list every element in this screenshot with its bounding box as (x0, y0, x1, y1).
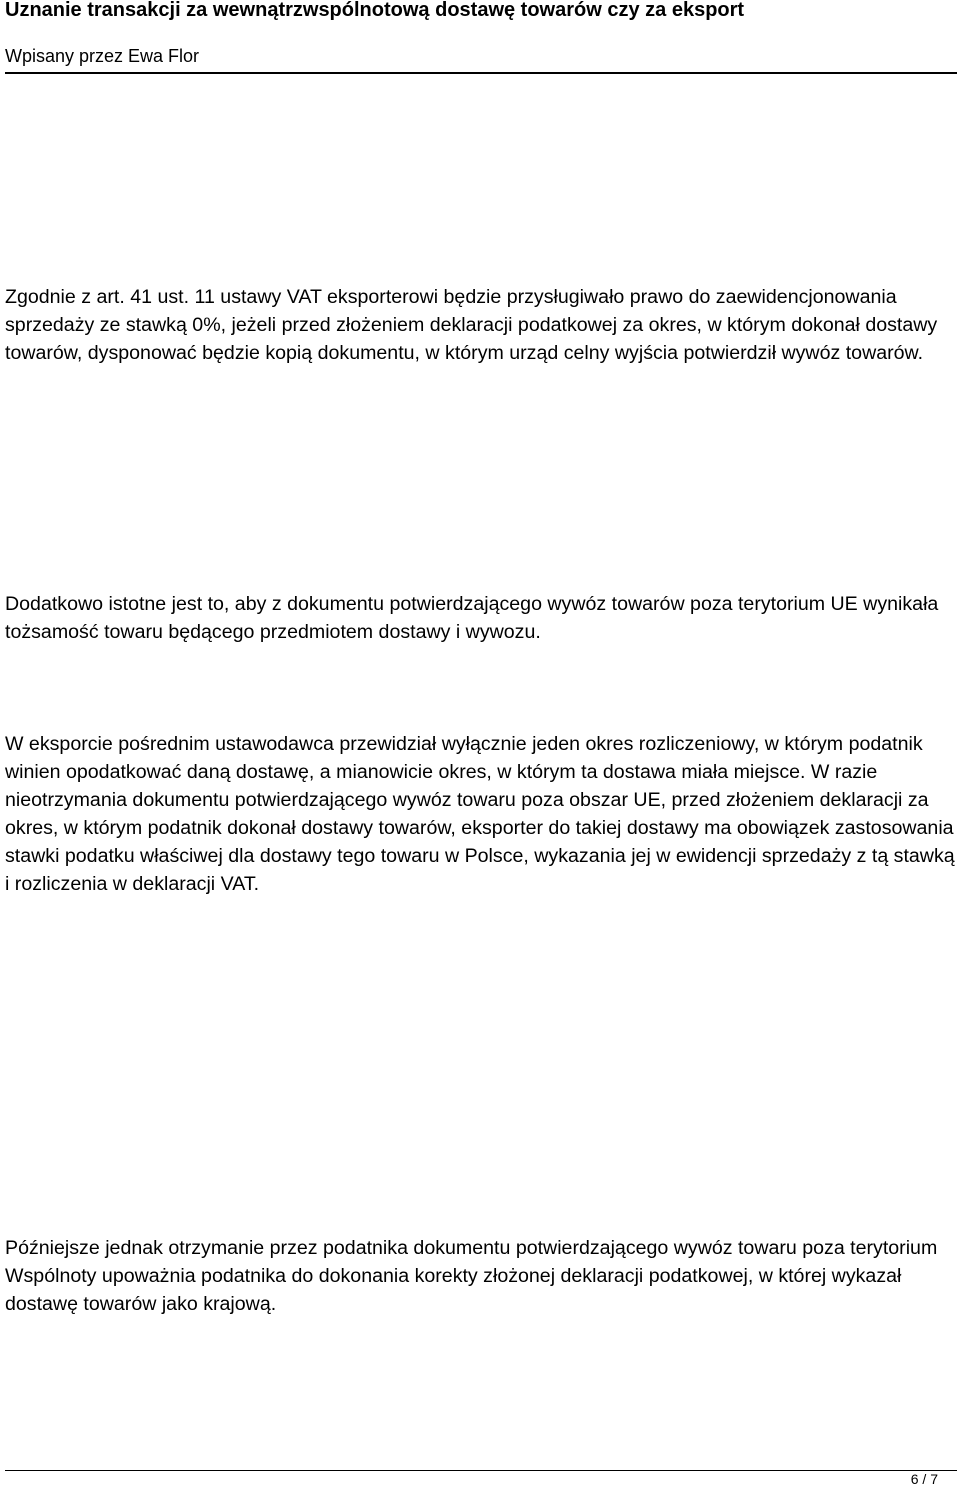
paragraph-1: Zgodnie z art. 41 ust. 11 ustawy VAT eksporterowi będzie przysługiwało prawo do zaewidencjonowania sprzedaży ze stawką 0%, jeżeli przed złożeniem deklaracji podatkowej za okres, w którym dokonał dostawy towarów, dysponować będzie kopią dokumentu, w którym urząd celny wyjścia potwierdził wywóz towarów. (5, 286, 938, 364)
header-divider (5, 72, 957, 74)
page-title: Uznanie transakcji za wewnątrzwspólnotową dostawę towarów czy za eksport (5, 0, 745, 21)
footer-divider (5, 1470, 957, 1471)
paragraph-2: Dodatkowo istotne jest to, aby z dokumentu potwierdzającego wywóz towarów poza terytorium UE wynikała tożsamość towaru będącego przedmiotem dostawy i wywozu. (5, 593, 939, 643)
paragraph-4: Późniejsze jednak otrzymanie przez podatnika dokumentu potwierdzającego wywóz towaru poza terytorium Wspólnoty upoważnia podatnika do dokonania korekty złożonej deklaracji podatkowej, w której wykazał dostawę towarów jako krajową. (5, 1237, 938, 1315)
page-number: 6 / 7 (910, 1471, 938, 1487)
paragraph-3: W eksporcie pośrednim ustawodawca przewidział wyłącznie jeden okres rozliczeniowy, w którym podatnik winien opodatkować daną dostawę, a mianowicie okres, w którym ta dostawa miała miejsce. W razie nieotrzymania dokumentu potwierdzającego wywóz towaru poza obszar UE, przed złożeniem deklaracji za okres, w którym podatnik dokonał dostawy towarów, eksporter do takiej dostawy ma obowiązek zastosowania stawki podatku właściwej dla dostawy tego towaru w Polsce, wykazania jej w ewidencji sprzedaży z tą stawką i rozliczenia w deklaracji VAT. (5, 733, 955, 895)
author-byline: Wpisany przez Ewa Flor (5, 46, 200, 66)
